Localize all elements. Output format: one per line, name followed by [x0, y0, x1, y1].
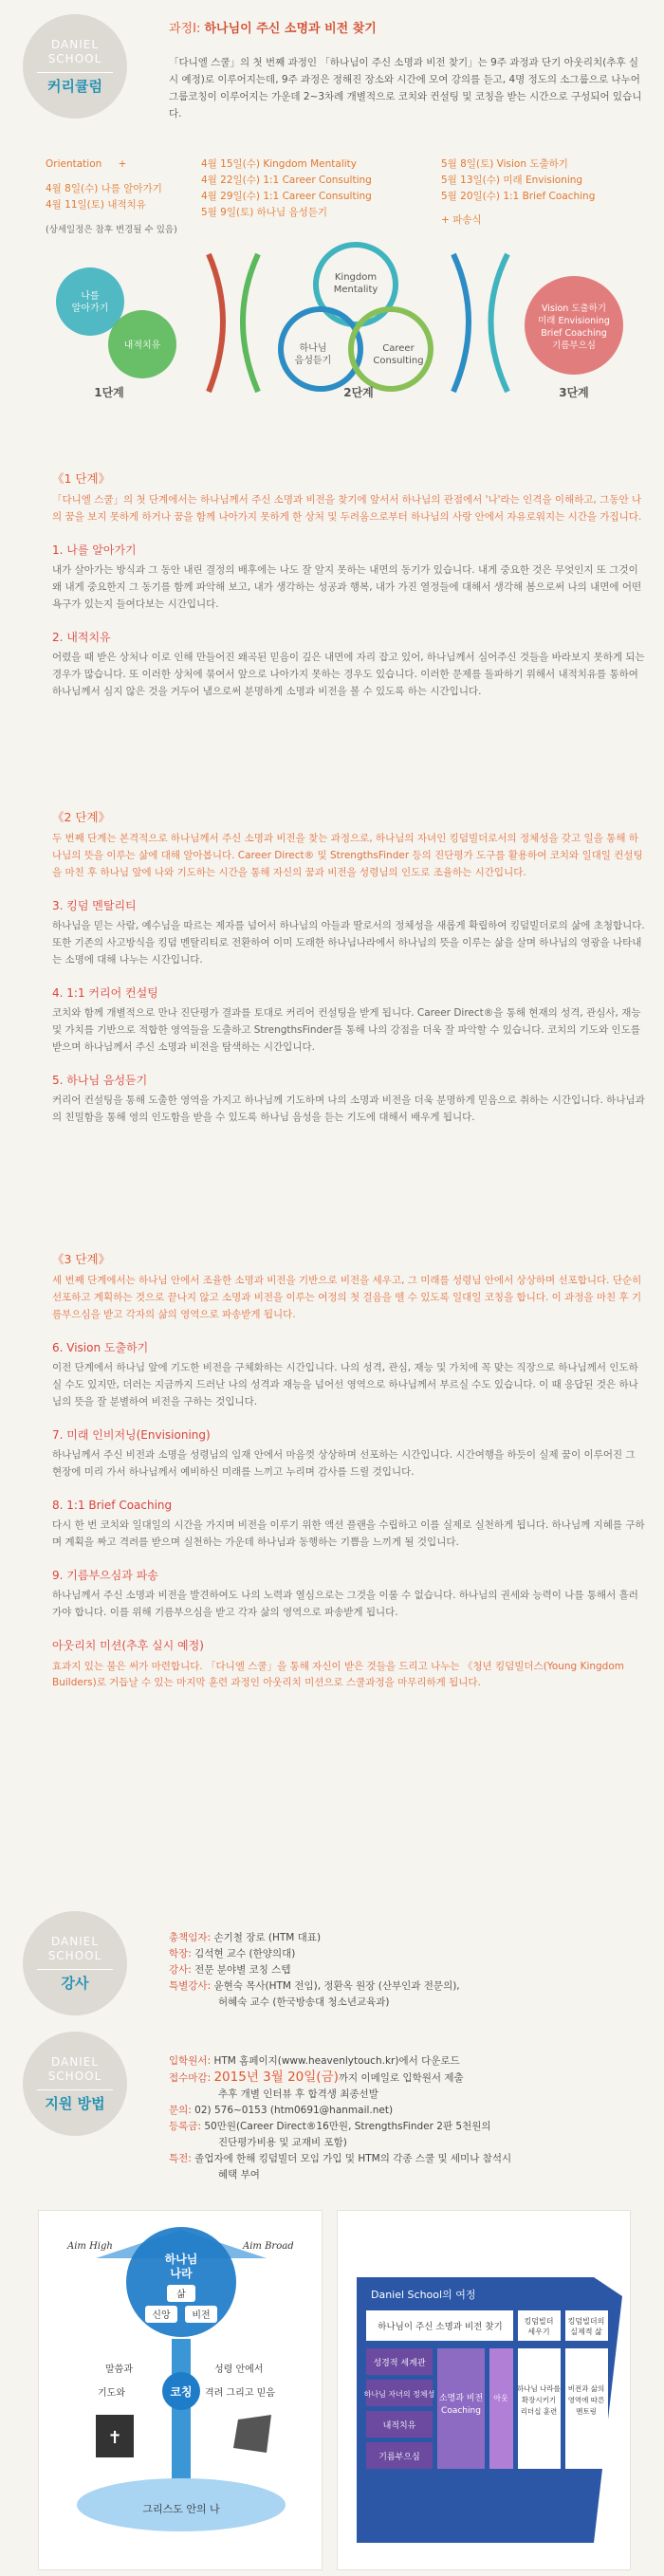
curriculum-badge [23, 14, 127, 119]
schedule-note: (상세일정은 참후 변경될 수 있음) [46, 225, 177, 235]
item-body: 하나님께서 주신 비전과 소명을 성령님의 임재 안에서 마음껏 상상하며 선포하는 시간입니다. 시간여행을 하듯이 실제 꿈이 이루어진 그 현장에 미리 가서 하나님께서 예비하신 미래를 느끼고 누리며 감사를 드릴 것입니다. [52, 1449, 636, 1479]
item-heading: 1. 나를 알아가기 [52, 543, 137, 557]
item-body: 커리어 컨설팅을 통해 도출한 영역을 가지고 하나님께 기도하며 나의 소명과 비전을 더욱 분명하게 믿음으로 취하는 시간입니다. 하나님과의 친밀함을 통해 영의 인도함을 받을 수 있도록 하나님 음성을 듣는 기도에 대해서 배우게 됩니다. [52, 1095, 645, 1123]
apply-badge [23, 2032, 127, 2136]
stage2-body: 두 번째 단계는 본격적으로 하나님께서 주신 소명과 비전을 찾는 과정으로, 하나님의 자녀인 킹덤빌더로서의 정체성을 갖고 일을 통해 하나님의 뜻을 이루는 삶에 대해 알아봅니다. Career Direct® 및 StrengthsFinder 등의 진단평가 도구를 활용하여 코치와 일대일 컨설팅을 마친 후 하나님 앞에 나와 기도하는 시간을 통해 자신의 꿈과 비전을 성령님의 인도로 조율하는 시간입니다. [52, 833, 643, 878]
deadline-date: 2015년 3월 20일(금) [213, 2070, 339, 2085]
svg-text:Career: Career [382, 343, 415, 354]
journey-title: Daniel School의 여정 [371, 2289, 476, 2301]
svg-text:멘토링: 멘토링 [576, 2407, 597, 2416]
svg-text:음성듣기: 음성듣기 [294, 356, 332, 366]
stage1-body: 「다니엘 스쿨」의 첫 단계에서는 하나님께서 주신 소명과 비전을 찾기에 앞서서 하나님의 관점에서 '나'라는 인격을 이해하고, 그동안 나의 꿈을 보지 못하게 하거나 꿈을 함께 나아가지 못하게 한 상처 및 두려움으로부터 하나님의 사랑 안에서 자유로워지는 시간을 가집니다. [52, 494, 642, 524]
item-heading: 8. 1:1 Brief Coaching [52, 1498, 173, 1512]
item-heading: 5. 하나님 음성듣기 [52, 1073, 148, 1087]
outreach-heading: 아웃리치 미션(추후 실시 예정) [52, 1639, 204, 1653]
pillar-vision: 비전 [192, 2310, 211, 2321]
svg-text:소명과 비전: 소명과 비전 [438, 2394, 484, 2403]
coaching-label: 코칭 [170, 2385, 193, 2399]
svg-text:하나님 나라를: 하나님 나라를 [517, 2384, 561, 2393]
item-heading: 7. 미래 인비저닝(Envisioning) [52, 1427, 211, 1442]
bracket-left-2 [243, 254, 258, 392]
aim-broad-label: Aim Broad [243, 2241, 294, 2252]
kingdom-globe [126, 2227, 236, 2337]
schedule-plus: + [118, 158, 127, 170]
info-label: 총책임자: [169, 1932, 212, 1943]
svg-text:세우기: 세우기 [527, 2328, 550, 2336]
svg-text:내적치유: 내적치유 [382, 2421, 416, 2431]
badge-line1: DANIEL [50, 38, 100, 51]
pillar-right2: 격려 그리고 믿음 [205, 2388, 275, 2399]
info-value: 진단평가비용 및 교재비 포함) [218, 2137, 347, 2148]
svg-text:Brief Coaching: Brief Coaching [541, 328, 607, 339]
svg-text:기름부으심: 기름부으심 [552, 340, 596, 351]
stage-diagram [0, 226, 664, 406]
info-value: 졸업자에 한해 킹덤빌더 모임 가입 및 HTM의 각종 스쿨 및 세미나 참석시 [194, 2153, 512, 2164]
svg-text:Consulting: Consulting [373, 356, 424, 366]
journey-diagram [338, 2211, 632, 2571]
info-value: 50만원(Career Direct®16만원, StrengthsFinder 2판 5천원의 [204, 2121, 491, 2132]
svg-text:Mentality: Mentality [333, 285, 378, 295]
schedule-item: 4월 29일(수) 1:1 Career Consulting [201, 191, 372, 202]
stage2-label: 2단계 [343, 386, 374, 399]
info-value: 김석현 교수 (한양의대) [194, 1948, 296, 1960]
svg-text:영역에 따른: 영역에 따른 [567, 2396, 605, 2404]
info-value: 전문 분야별 코칭 스텝 [194, 1964, 291, 1976]
lecturer-badge [23, 1911, 127, 2015]
item-heading: 9. 기름부으심과 파송 [52, 1569, 158, 1582]
course-description: 「다니엘 스쿨」의 첫 번째 과정인 「하나님이 주신 소명과 비전 찾기」는 9주 과정과 단기 아웃리치(추후 실시 예정)로 이루어지는데, 9주 과정은 정해진 장소와 시간에 모여 강의를 듣고, 4명 정도의 소그룹으로 나누어 그룹코칭이 이루어지는 가운데 2~3차례 개별적으로 코치와 컨설팅 및 코칭을 받는 시간으로 구성되어 있습니다. [169, 57, 642, 120]
item-heading: 3. 킹덤 멘탈리티 [52, 898, 137, 912]
schedule-item: 4월 8일(수) 나를 알아가기 [46, 183, 162, 194]
pillar-diagram-frame [38, 2210, 323, 2570]
item-body: 하나님께서 주신 소명과 비전을 발견하여도 나의 노력과 열심으로는 그것을 이룰 수 없습니다. 하나님의 권세와 능력이 나를 통해서 흘러가야 합니다. 이를 위해 기름부으심을 받고 각자 삶의 영역으로 파송받게 됩니다. [52, 1590, 638, 1619]
svg-text:하나님: 하나님 [299, 343, 327, 354]
outreach-body: 효과지 있는 불은 써가 마련합니다. 「다니엘 스쿨」을 통해 자신이 받은 것들을 드리고 나누는 《청년 킹덤빌더스(Young Kingdom Builders)로 거듭날 수 있는 마지막 훈련 과정인 아웃리치 미션으로 스쿨과정을 마무리하게 됩니다. [52, 1660, 625, 1689]
course-title-text: 하나님이 주신 소명과 비전 찾기 [204, 22, 377, 36]
bracket-right-1 [209, 254, 223, 392]
stage2-heading: 《2 단계》 [52, 810, 111, 824]
stage2-block [52, 808, 645, 1127]
item-body: 다시 한 번 코치와 일대일의 시간을 가지며 비전을 이루기 위한 액션 플랜을 수립하고 이를 실제로 실천하게 됩니다. 하나님께 지혜를 구하며 계획을 짜고 격려를 받으며 실천하는 가운데 하나님과 동행하는 기쁨을 느끼게 될 것입니다. [52, 1519, 645, 1549]
svg-text:✝: ✝ [107, 2428, 122, 2448]
pillar-right1: 성령 안에서 [214, 2364, 264, 2375]
stage1-heading: 《1 단계》 [52, 471, 111, 486]
svg-text:하나님 자녀의 정체성: 하나님 자녀의 정체성 [363, 2390, 435, 2399]
schedule-item: 5월 8일(토) Vision 도출하기 [441, 158, 568, 170]
schedule-item: Orientation [46, 158, 102, 170]
info-value: 혜택 부여 [218, 2169, 260, 2180]
pillar-left1: 말씀과 [105, 2364, 133, 2375]
pillar-left2: 기도와 [98, 2388, 125, 2399]
svg-text:킹덤빌더: 킹덤빌더 [524, 2317, 554, 2326]
schedule-item: + 파송식 [441, 214, 482, 226]
aim-high-label: Aim High [67, 2241, 113, 2252]
badge-line2: SCHOOL [47, 2070, 102, 2083]
svg-text:Vision 도출하기: Vision 도출하기 [541, 304, 607, 314]
svg-text:성경적 세계관: 성경적 세계관 [373, 2359, 426, 2368]
stage1-c1-l1: 나를 [81, 291, 100, 302]
schedule-item: 4월 15일(수) Kingdom Mentality [201, 158, 358, 170]
svg-text:비전과 삶의: 비전과 삶의 [567, 2384, 605, 2393]
stage1-c1-l2: 알아가기 [71, 304, 109, 314]
bracket-left-3 [491, 254, 508, 392]
svg-text:Kingdom: Kingdom [334, 272, 378, 283]
info-value: 윤현숙 목사(HTM 전임), 정환옥 원장 (산부인과 전문의), [213, 1980, 460, 1992]
dove-icon [233, 2415, 271, 2453]
info-value: 02) 576~0153 (htm0691@hanmail.net) [194, 2105, 394, 2116]
info-value: 허혜숙 교수 (한국방송대 청소년교육과) [218, 1996, 390, 2008]
curriculum-section [0, 0, 664, 417]
badge-line2: SCHOOL [47, 52, 102, 65]
item-body: 이전 단계에서 하나님 앞에 기도한 비전을 구체화하는 시간입니다. 나의 성격, 관심, 재능 및 가치에 꼭 맞는 직장으로 하나님께서 인도하실 수도 있지만, 더러는 지금까지 드러난 나의 성격과 재능을 넘어선 영역으로 하나님께서 부르실 수도 있습니다. 이 때 응답된 것은 하나님의 뜻을 잘 분별하여 비전을 구하는 것입니다. [52, 1362, 638, 1408]
info-value: 까지 이메일로 입학원서 제출 [338, 2072, 464, 2084]
course-label: 과정Ⅰ: [169, 22, 201, 36]
stage1-label: 1단계 [94, 386, 124, 399]
svg-text:킹덤빌더의: 킹덤빌더의 [567, 2317, 605, 2326]
course-title [169, 19, 377, 39]
badge-line1: DANIEL [50, 2055, 100, 2069]
stage1-block [52, 469, 645, 701]
journey-diagram-frame [337, 2210, 631, 2570]
badge-line1: DANIEL [50, 1935, 100, 1948]
stage3-heading: 《3 단계》 [52, 1252, 111, 1266]
svg-text:하나님: 하나님 [164, 2253, 198, 2266]
apply-list [169, 2053, 511, 2183]
info-label: 특별강사: [169, 1980, 212, 1992]
item-body: 하나님을 믿는 사람, 예수님을 따르는 제자를 넘어서 하나님의 아들과 딸로서의 정체성을 새롭게 확립하여 킹덤빌더로의 삶에 초청합니다. 또한 기존의 사고방식을 킹덤 멘탈리티로 전환하여 이미 도래한 하나님나라에서 하나님의 뜻을 이루는 삶을 살며 하나님의 영광을 나타내는 소명에 대해 나누는 시간입니다. [52, 920, 645, 966]
info-value: 추후 개별 인터뷰 후 합격생 최종선발 [218, 2088, 378, 2100]
info-label: 접수마감: [169, 2072, 212, 2084]
info-label: 강사: [169, 1964, 192, 1976]
schedule-item: 4월 22일(수) 1:1 Career Consulting [201, 175, 372, 186]
schedule-col3 [441, 156, 595, 229]
badge-label: 커리큘럼 [47, 78, 102, 95]
info-label: 등록금: [169, 2121, 201, 2132]
pillar-diagram [39, 2211, 323, 2571]
schedule-item: 4월 11일(토) 내적치유 [46, 199, 146, 211]
info-label: 학장: [169, 1948, 192, 1960]
svg-text:나라: 나라 [170, 2267, 193, 2280]
schedule-col2 [201, 156, 372, 221]
pillar-life: 삶 [176, 2290, 186, 2300]
journey-h1: 하나님이 주신 소명과 비전 찾기 [378, 2322, 503, 2332]
info-value: HTM 홈페이지(www.heavenlytouch.kr)에서 다운로드 [213, 2055, 460, 2067]
badge-label: 강사 [61, 1975, 89, 1992]
schedule-item: 5월 9일(토) 하나님 음성듣기 [201, 207, 327, 218]
item-heading: 4. 1:1 커리어 컨설팅 [52, 985, 158, 1000]
svg-text:확장시키기: 확장시키기 [521, 2396, 557, 2404]
pillar-base-label: 그리스도 안의 나 [142, 2503, 220, 2515]
badge-line2: SCHOOL [47, 1949, 102, 1962]
info-value: 손기철 장로 (HTM 대표) [213, 1932, 322, 1943]
item-body: 어렸을 때 받은 상처나 이로 인해 만들어진 왜곡된 믿음이 깊은 내면에 자리 잡고 있어, 하나님께서 심어주신 것들을 바라보지 못하게 되는 경우가 많습니다. 또 이러한 상처에 묶여서 앞으로 나아가지 못하는 경우도 있습니다. 이러한 문제를 돌파하기 위해서 내적치유를 통하여 하나님께서 심지 않은 것을 거두어 냄으로써 분명하게 소명과 비전을 볼 수 있도록 하는 시간입니다. [52, 652, 645, 698]
stage3-label: 3단계 [559, 386, 589, 399]
svg-text:실제적 삶: 실제적 삶 [570, 2328, 602, 2336]
svg-text:리더십 훈련: 리더십 훈련 [520, 2407, 558, 2416]
svg-text:기름부으심: 기름부으심 [378, 2453, 420, 2462]
info-label: 문의: [169, 2105, 192, 2116]
item-heading: 6. Vision 도출하기 [52, 1340, 149, 1354]
svg-text:미래 Envisioning: 미래 Envisioning [538, 316, 610, 326]
info-label: 입학원서: [169, 2055, 212, 2067]
badge-label: 지원 방법 [45, 2095, 105, 2112]
svg-text:Coaching: Coaching [441, 2406, 481, 2416]
item-heading: 2. 내적치유 [52, 630, 111, 644]
svg-text:아웃: 아웃 [493, 2394, 508, 2402]
bracket-right-2 [453, 254, 469, 392]
schedule-item: 5월 13일(수) 미래 Envisioning [441, 175, 583, 186]
pillar-faith: 신앙 [152, 2310, 171, 2321]
lecturer-list [169, 1930, 460, 2011]
stage3-block [52, 1250, 645, 1692]
schedule-item: 5월 20일(수) 1:1 Brief Coaching [441, 191, 596, 202]
info-label: 특전: [169, 2153, 192, 2164]
stage3-body: 세 번째 단계에서는 하나님 안에서 조율한 소명과 비전을 기반으로 비전을 세우고, 그 미래를 성령님 안에서 상상하며 선포합니다. 단순히 선포하고 계획하는 것으로 끝나지 않고 소명과 비전을 이루는 여정의 첫 걸음을 뗄 수 있도록 일대일 코칭을 합니다. 이 과정을 마친 후 기름부으심을 받고 각자의 삶의 영역으로 파송받게 됩니다. [52, 1275, 642, 1320]
item-body: 코치와 함께 개별적으로 만나 진단평가 결과를 토대로 커리어 컨설팅을 받게 됩니다. Career Direct®을 통해 현재의 성격, 관심사, 재능 및 가치를 기반으로 적합한 영역들을 도출하고 StrengthsFinder를 통해 나의 강점을 더욱 잘 파악할 수 있습니다. 코치의 기도와 인도를 받으며 하나님께서 주신 소명과 비전을 탐색하는 시간입니다. [52, 1007, 641, 1053]
item-body: 내가 살아가는 방식과 그 동안 내린 결정의 배후에는 나도 잘 알지 못하는 내면의 동기가 있습니다. 내게 중요한 것은 무엇인지 또 그것이 왜 내게 중요한지 그 동기를 함께 파악해 보고, 내가 생각하는 성공과 행복, 내가 가진 열정들에 대해서 생각해 봄으로써 나의 내면에 어떤 욕구가 있는지 들여다보는 시간입니다. [52, 564, 642, 611]
stage1-c2: 내적치유 [123, 340, 161, 351]
